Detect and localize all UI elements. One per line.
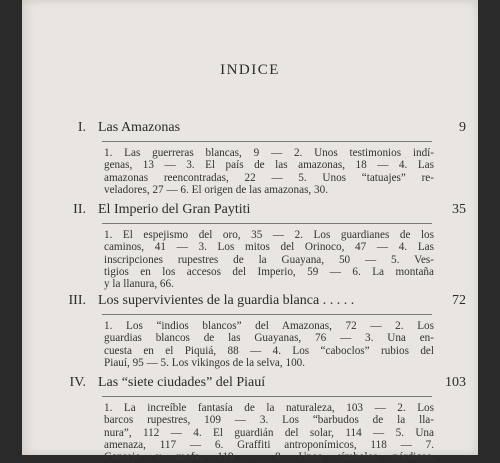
contents-line: amazonas reencontradas, 22 — 5. Unos “tatuajes” re- [104, 171, 434, 184]
contents-line: guardias blancos de las Guayanas, 76 — 3. Una en- [104, 332, 434, 345]
chapter-number: II. [73, 202, 86, 217]
contents-line: amenaza, 117 — 6. Graffiti antroponímicos, 118 — 7. [104, 438, 434, 451]
contents-line: 1. La increíble fantasía de la naturaleza, 103 — 2. Los [104, 402, 434, 414]
chapter-page-number: 103 [445, 375, 466, 390]
contents-line: Consejo y mofa, 119 — 8. Unos símbolos nórdicos, [104, 451, 434, 463]
chapter-title: Las “siete ciudades” del Piauí [98, 375, 266, 390]
chapter-heading [22, 119, 478, 137]
contents-line: nura”, 112 — 4. El guardián del solar, 114 — 5. Una [104, 426, 434, 439]
contents-line: cuesta en el Piquiá, 88 — 4. Los “caboclos” rubios del [104, 344, 434, 357]
contents-line: genas, 13 — 3. El país de las amazonas, 18 — 4. Las [104, 159, 434, 172]
contents-line: tigios en los accesos del Imperio, 59 — 6. La montaña [104, 265, 434, 278]
contents-line: barcos rupestres, 109 — 3. Los “barbudos de la lla- [104, 414, 434, 427]
chapter-page-number: 9 [459, 120, 466, 135]
contents-line: 1. Las guerreras blancas, 9 — 2. Unos testimonios indí- [104, 147, 434, 159]
chapter-contents [104, 320, 434, 369]
chapter-title: El Imperio del Gran Paytiti [98, 202, 251, 217]
contents-line: 1. El espejismo del oro, 35 — 2. Los guardianes de los [104, 229, 434, 241]
chapter-number: IV. [69, 375, 86, 390]
contents-line: veladores, 27 — 6. El origen de las amazonas, 30. [104, 183, 328, 196]
chapter-title: Los supervivientes de la guardia blanca . . . . . [98, 293, 355, 308]
chapter-rule [102, 223, 432, 224]
chapter-number: III. [68, 293, 86, 308]
chapter-title: Las Amazonas [98, 120, 181, 135]
chapter-contents [104, 229, 434, 290]
chapter-page-number: 35 [452, 202, 466, 217]
chapter-number: I. [77, 120, 86, 135]
chapter-heading [22, 374, 478, 392]
chapter-rule [102, 141, 432, 142]
contents-line: y la llanura, 66. [104, 278, 174, 291]
chapter-rule [102, 396, 432, 397]
contents-line: Piauí, 95 — 5. Los vikingos de la selva, 100. [104, 356, 306, 369]
chapter-contents [104, 402, 434, 463]
chapter-heading [22, 292, 478, 310]
chapter-heading [22, 201, 478, 219]
book-page [22, 0, 478, 463]
contents-line: caminos, 41 — 3. Los mitos del Orinoco, 47 — 4. Las [104, 241, 434, 254]
chapter-page-number: 72 [452, 293, 466, 308]
contents-line: 1. Los “indios blancos” del Amazonas, 72 — 2. Los [104, 320, 434, 332]
index-title: INDICE [220, 62, 280, 78]
contents-line: inscripciones rupestres de la Guayana, 50 — 5. Ves- [104, 253, 434, 266]
chapter-contents [104, 147, 434, 196]
chapter-rule [102, 314, 432, 315]
